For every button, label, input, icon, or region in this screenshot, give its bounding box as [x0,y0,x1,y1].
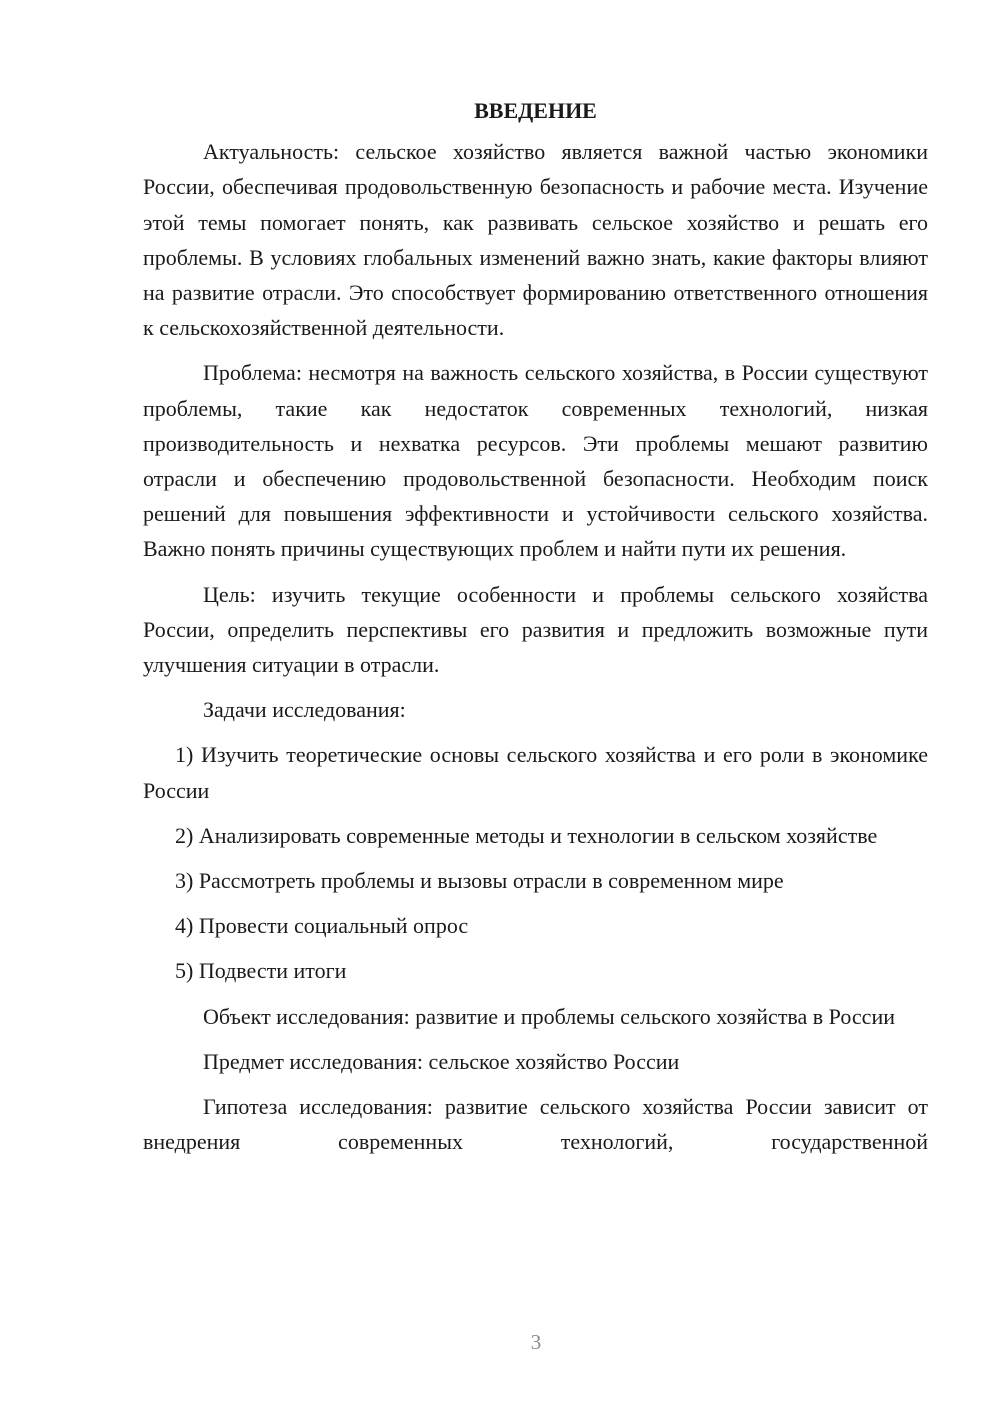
task-item-5: 5) Подвести итоги [175,958,347,984]
task-item-2: 2) Анализировать современные методы и технологии в сельском хозяйстве [175,822,878,848]
task-item-1: 1) Изучить теоретические основы сельского хозяйства и его роли в экономике России [143,742,928,803]
document-page [143,93,928,1169]
section-title: ВВЕДЕНИЕ [474,98,597,123]
paragraph-problem: Проблема: несмотря на важность сельского хозяйства, в России существуют проблемы, такие как недостаток современных технологий, низкая производительность и нехватка ресурсов. Эти проблемы мешают развитию отрасли и обеспечению продовольственной безопасности. Необходим поиск решений для повышения эффективности и устойчивости сельского хозяйства. Важно понять причины существующих проблем и найти пути их решения. [143,360,928,562]
paragraph-hypothesis: Гипотеза исследования: развитие сельского хозяйства России зависит от внедрения современных технологий, государственной [143,1094,928,1155]
paragraph-object: Объект исследования: развитие и проблемы сельского хозяйства в России [203,1003,895,1029]
paragraph-goal: Цель: изучить текущие особенности и проблемы сельского хозяйства России, определить перспективы его развития и предложить возможные пути улучшения ситуации в отрасли. [143,581,928,678]
paragraph-relevance: Актуальность: сельское хозяйство является важной частью экономики России, обеспечивая продовольственную безопасность и рабочие места. Изучение этой темы помогает понять, как развивать сельское хозяйство и решать его проблемы. В условиях глобальных изменений важно знать, какие факторы влияют на развитие отрасли. Это способствует формированию ответственного отношения к сельскохозяйственной деятельности. [143,139,928,341]
paragraph-subject: Предмет исследования: сельское хозяйство России [203,1048,680,1074]
tasks-heading: Задачи исследования: [203,697,406,723]
page-number: 3 [530,1330,542,1354]
task-item-4: 4) Провести социальный опрос [175,913,469,939]
task-item-3: 3) Рассмотреть проблемы и вызовы отрасли в современном мире [175,868,784,894]
